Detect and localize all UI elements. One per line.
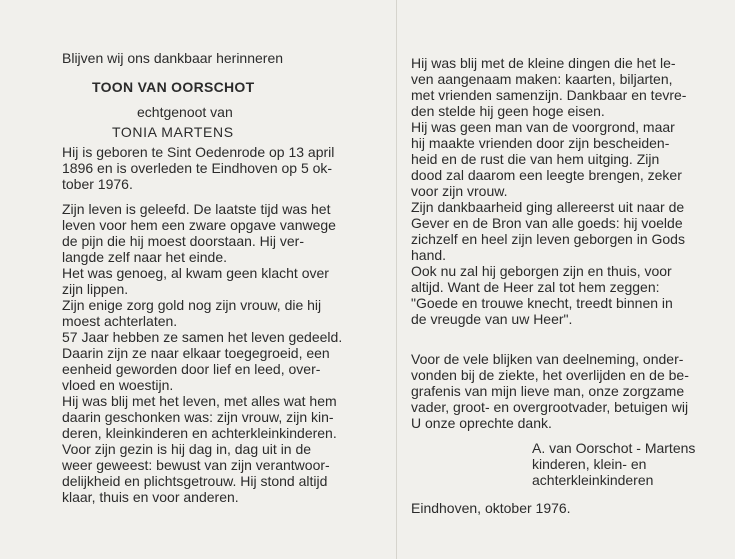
spouse-name: TONIA MARTENS [112,124,234,140]
body-line: klaar, thuis en voor anderen. [62,489,239,505]
signature-line: A. van Oorschot - Martens [532,440,696,456]
thanks-line: grafenis van mijn lieve man, onze zorgzame [411,383,685,399]
signature-line: kinderen, klein- en [532,456,647,472]
body-line: moest achterlaten. [62,313,178,329]
body-line: weer geweest: bewust van zijn verantwoor- [62,457,330,473]
body-line: 1896 en is overleden te Eindhoven op 5 ok- [62,160,333,176]
body-line: delijkheid en plichtsgetrouw. Hij stond altijd [62,473,328,489]
body-line: "Goede en trouwe knecht, treedt binnen in [411,295,673,311]
body-line: Ook nu zal hij geborgen zijn en thuis, voor [411,263,672,279]
intro-line: Blijven wij ons dankbaar herinneren [62,50,284,66]
body-line: Daarin zijn ze naar elkaar toegegroeid, een [62,345,330,361]
body-line: zijn lippen. [62,281,129,297]
signature-line: achterkleinkinderen [532,472,654,488]
body-line: altijd. Want de Heer zal tot hem zeggen: [411,279,660,295]
body-line: tober 1976. [62,176,133,192]
body-line: den stelde hij geen hoge eisen. [411,103,605,119]
place-date: Eindhoven, oktober 1976. [411,500,571,516]
body-line: daarin geschonken was: zijn vrouw, zijn kin- [62,409,334,425]
body-line: met vrienden samenzijn. Dankbaar en tevre- [411,87,687,103]
body-line: dood zal daarom een leegte brengen, zeker [411,167,682,183]
body-line: leven voor hem een zware opgave vanwege [62,217,336,233]
body-line: Hij was blij met de kleine dingen die het le- [411,55,676,71]
body-line: zichzelf en heel zijn leven geborgen in Gods [411,231,685,247]
thanks-line: U onze oprechte dank. [411,415,552,431]
body-line: de vreugde van uw Heer". [411,311,573,327]
body-line: heid en de rust die van hem uitging. Zijn [411,151,660,167]
body-line: hand. [411,247,447,263]
body-line: Zijn enige zorg gold nog zijn vrouw, die hij [62,297,322,313]
body-line: 57 Jaar hebben ze samen het leven gedeeld. [62,329,343,345]
thanks-line: vonden bij de ziekte, het overlijden en de be- [411,367,689,383]
body-line: Voor zijn gezin is hij dag in, dag uit in de [62,441,312,457]
body-line: langde zelf naar het einde. [62,249,228,265]
relation-line: echtgenoot van [137,104,233,120]
body-line: hij maakte vrienden door zijn bescheiden- [411,135,670,151]
body-line: voor zijn vrouw. [411,183,508,199]
body-line: ven aangenaam maken: kaarten, biljarten, [411,71,673,87]
body-line: Zijn leven is geleefd. De laatste tijd was het [62,201,331,217]
thanks-line: Voor de vele blijken van deelneming, onder- [411,351,684,367]
body-line: Hij is geboren te Sint Oedenrode op 13 april [62,144,335,160]
thanks-line: vader, groot- en overgrootvader, betuigen wij [411,399,689,415]
body-line: vloed en woestijn. [62,377,174,393]
body-line: de pijn die hij moest doorstaan. Hij ver- [62,233,305,249]
body-line: deren, kleinkinderen en achterkleinkinderen. [62,425,337,441]
deceased-name: TOON VAN OORSCHOT [92,79,255,95]
card-fold-line [396,0,397,559]
body-line: eenheid geworden door lief en leed, over- [62,361,321,377]
body-line: Hij was blij met het leven, met alles wat hem [62,393,337,409]
body-line: Gever en de Bron van alle goeds: hij voelde [411,215,683,231]
body-line: Hij was geen man van de voorgrond, maar [411,119,675,135]
body-line: Het was genoeg, al kwam geen klacht over [62,265,329,281]
body-line: Zijn dankbaarheid ging allereerst uit naar de [411,199,685,215]
